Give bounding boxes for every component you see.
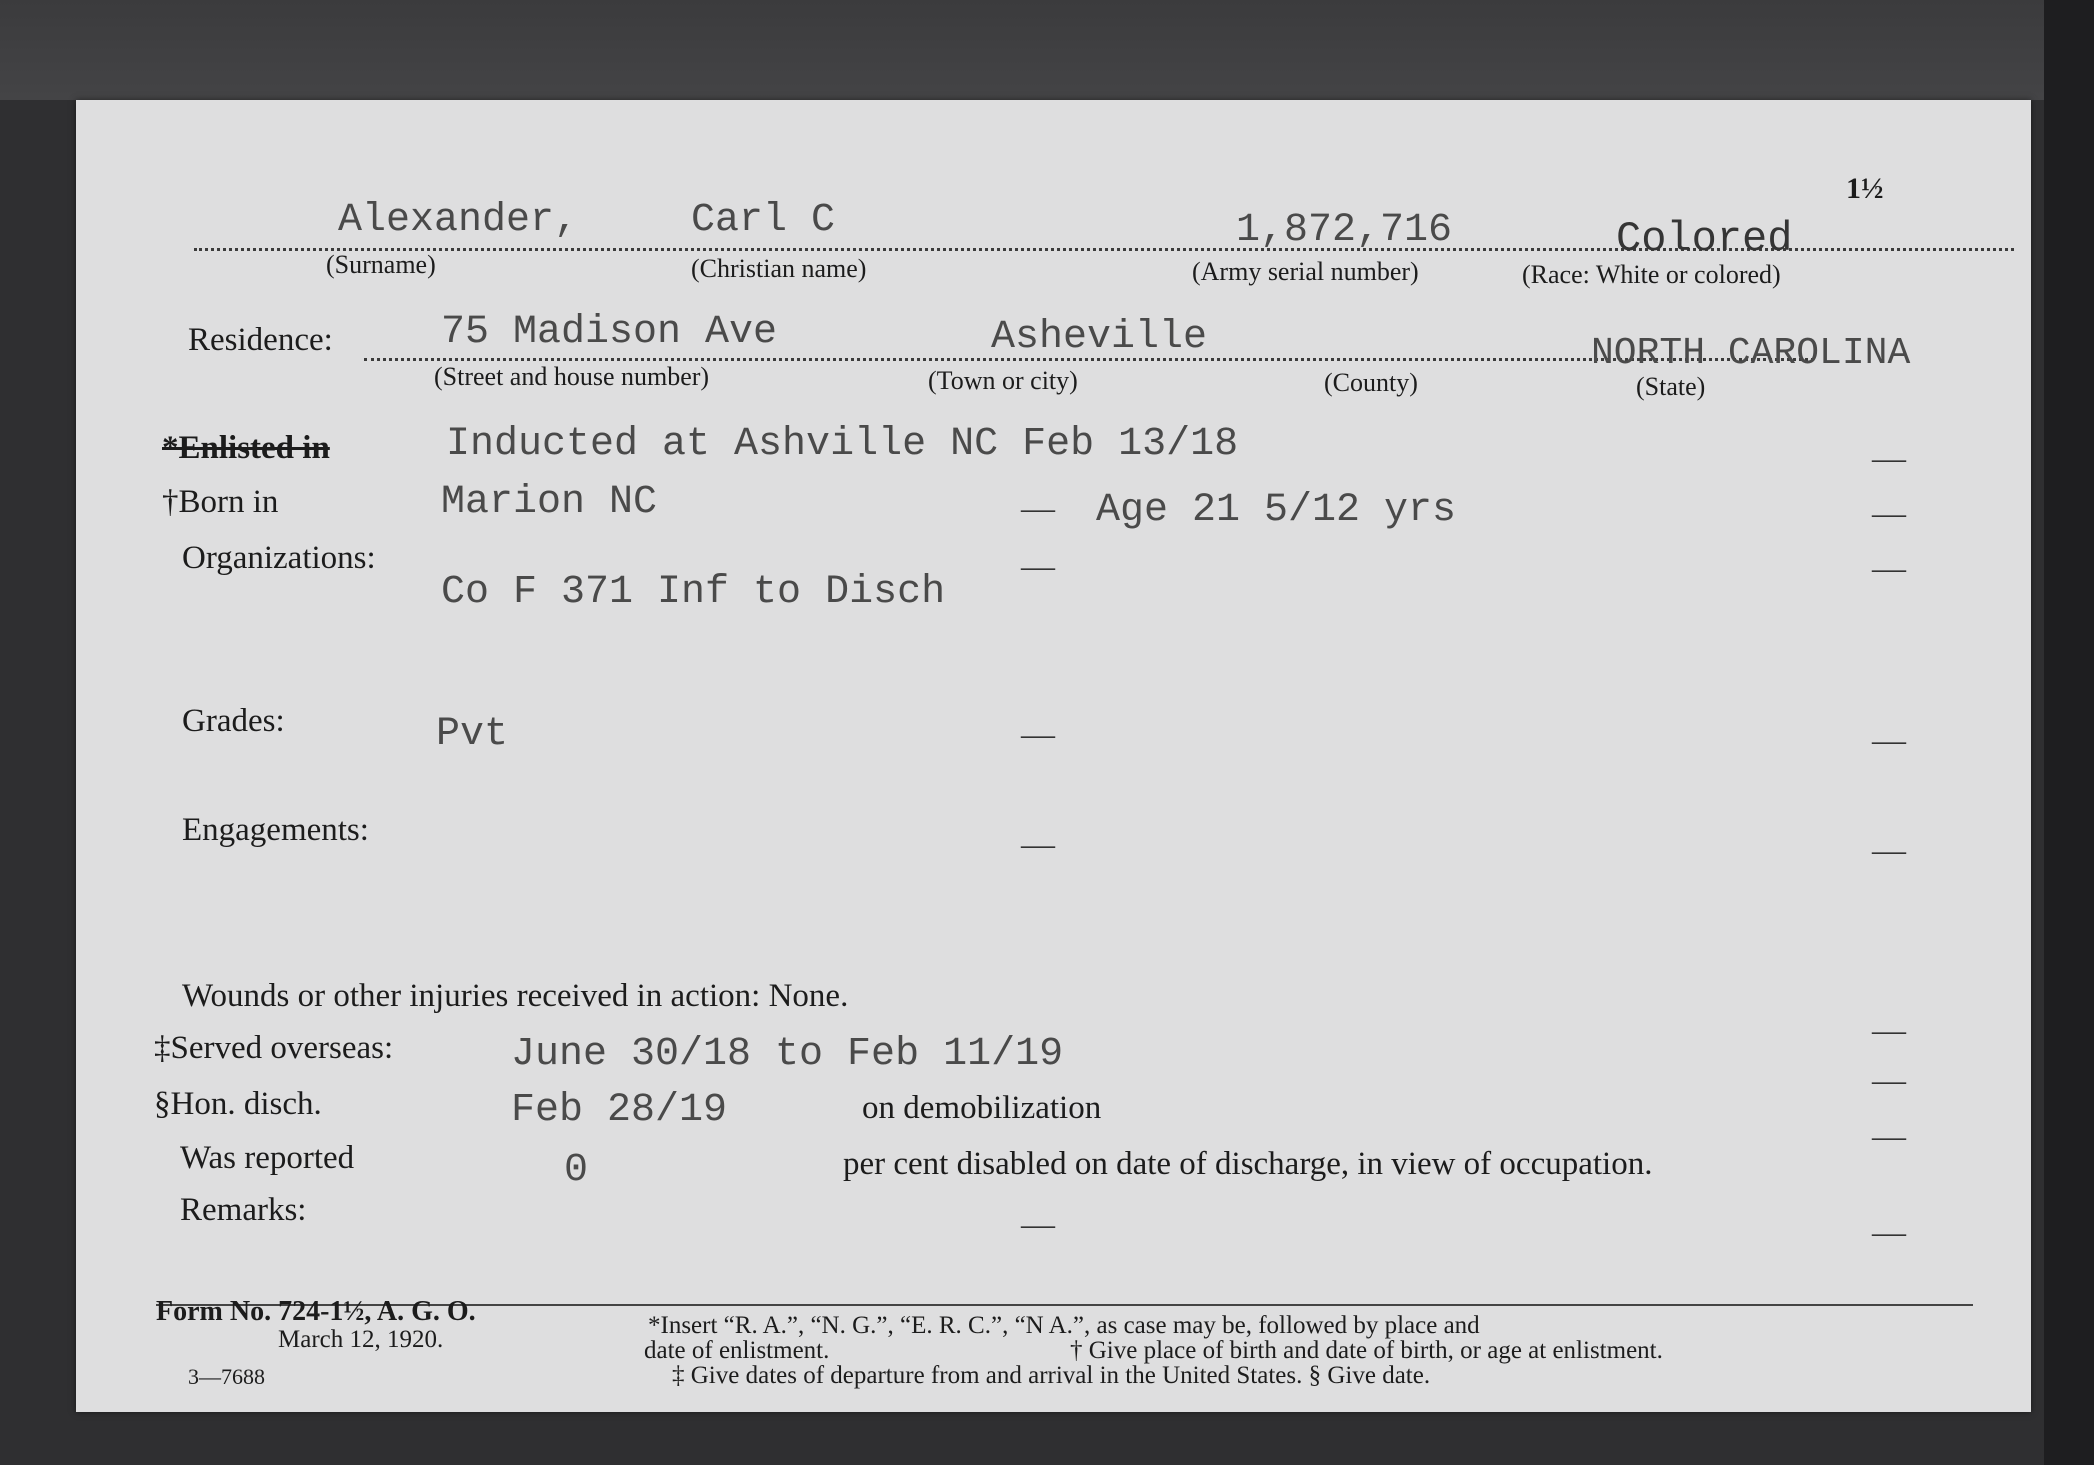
dash-mid-1: — bbox=[1021, 490, 1055, 527]
grades-label: Grades: bbox=[182, 703, 285, 739]
residence-label: Residence: bbox=[188, 322, 333, 358]
surname-value: Alexander, bbox=[338, 198, 579, 243]
dash-mid-3: — bbox=[1021, 716, 1055, 753]
enlisted-label: *Enlisted in bbox=[162, 430, 330, 466]
engagements-label: Engagements: bbox=[182, 812, 369, 848]
disabled-label: per cent disabled on date of discharge, in view of occupation. bbox=[843, 1146, 1653, 1182]
dash-right-8: — bbox=[1872, 1118, 1906, 1155]
state-label: (State) bbox=[1636, 372, 1706, 401]
organizations-value: Co F 371 Inf to Disch bbox=[441, 570, 946, 615]
street-label: (Street and house number) bbox=[434, 362, 710, 391]
footnote-line-2a: date of enlistment. bbox=[644, 1337, 830, 1364]
footnote-line-1: *Insert “R. A.”, “N. G.”, “E. R. C.”, “N A.”, as case may be, followed by place and bbox=[648, 1312, 1480, 1339]
footnote-line-3: ‡ Give dates of departure from and arrival in the United States. § Give date. bbox=[672, 1362, 1431, 1389]
hon-disch-label: §Hon. disch. bbox=[154, 1086, 322, 1122]
served-overseas-value: June 30/18 to Feb 11/19 bbox=[511, 1032, 1064, 1077]
state-value: NORTH CAROLINA bbox=[1591, 332, 1911, 375]
town-label: (Town or city) bbox=[928, 366, 1078, 395]
born-label: †Born in bbox=[162, 484, 279, 520]
print-code: 3—7688 bbox=[188, 1364, 265, 1389]
wounds-label: Wounds or other injuries received in action: None. bbox=[182, 978, 849, 1014]
scanner-background-top bbox=[0, 0, 2094, 100]
surname-label: (Surname) bbox=[326, 250, 436, 279]
service-record-card bbox=[76, 100, 2031, 1412]
dash-right-3: — bbox=[1872, 550, 1906, 587]
race-value: Colored bbox=[1616, 215, 1793, 263]
serial-number-label: (Army serial number) bbox=[1192, 257, 1419, 286]
dash-right-1: — bbox=[1872, 440, 1906, 477]
organizations-label: Organizations: bbox=[182, 540, 376, 576]
town-value: Asheville bbox=[991, 315, 1208, 360]
form-number: Form No. 724-1½, A. G. O. bbox=[156, 1296, 476, 1327]
street-value: 75 Madison Ave bbox=[441, 310, 778, 355]
county-label: (County) bbox=[1324, 368, 1418, 397]
hon-disch-value: Feb 28/19 bbox=[511, 1088, 728, 1133]
dash-right-9: — bbox=[1872, 1214, 1906, 1251]
dash-right-2: — bbox=[1872, 495, 1906, 532]
dash-mid-5: — bbox=[1021, 1206, 1055, 1243]
percent-disabled-value: 0 bbox=[564, 1148, 589, 1193]
dash-mid-4: — bbox=[1021, 826, 1055, 863]
remarks-label: Remarks: bbox=[180, 1192, 307, 1228]
dash-right-5: — bbox=[1872, 832, 1906, 869]
scanner-background-right bbox=[2044, 0, 2094, 1465]
serial-number-value: 1,872,716 bbox=[1236, 208, 1453, 253]
dash-right-4: — bbox=[1872, 722, 1906, 759]
dash-right-7: — bbox=[1872, 1062, 1906, 1099]
christian-name-label: (Christian name) bbox=[691, 254, 867, 283]
enlisted-value: Inducted at Ashville NC Feb 13/18 bbox=[446, 422, 1239, 467]
card-number: 1½ bbox=[1846, 172, 1884, 205]
footnote-line-2b: † Give place of birth and date of birth, or age at enlistment. bbox=[1070, 1337, 1663, 1364]
age-value: Age 21 5/12 yrs bbox=[1096, 488, 1457, 533]
grades-value: Pvt bbox=[436, 712, 509, 757]
demobilization-label: on demobilization bbox=[862, 1090, 1102, 1126]
race-label: (Race: White or colored) bbox=[1522, 260, 1781, 289]
dash-mid-2: — bbox=[1021, 548, 1055, 585]
was-reported-label: Was reported bbox=[180, 1140, 355, 1176]
dash-right-6: — bbox=[1872, 1012, 1906, 1049]
form-date: March 12, 1920. bbox=[278, 1326, 444, 1353]
born-value: Marion NC bbox=[441, 480, 658, 525]
christian-name-value: Carl C bbox=[691, 198, 836, 243]
served-overseas-label: ‡Served overseas: bbox=[154, 1030, 394, 1066]
